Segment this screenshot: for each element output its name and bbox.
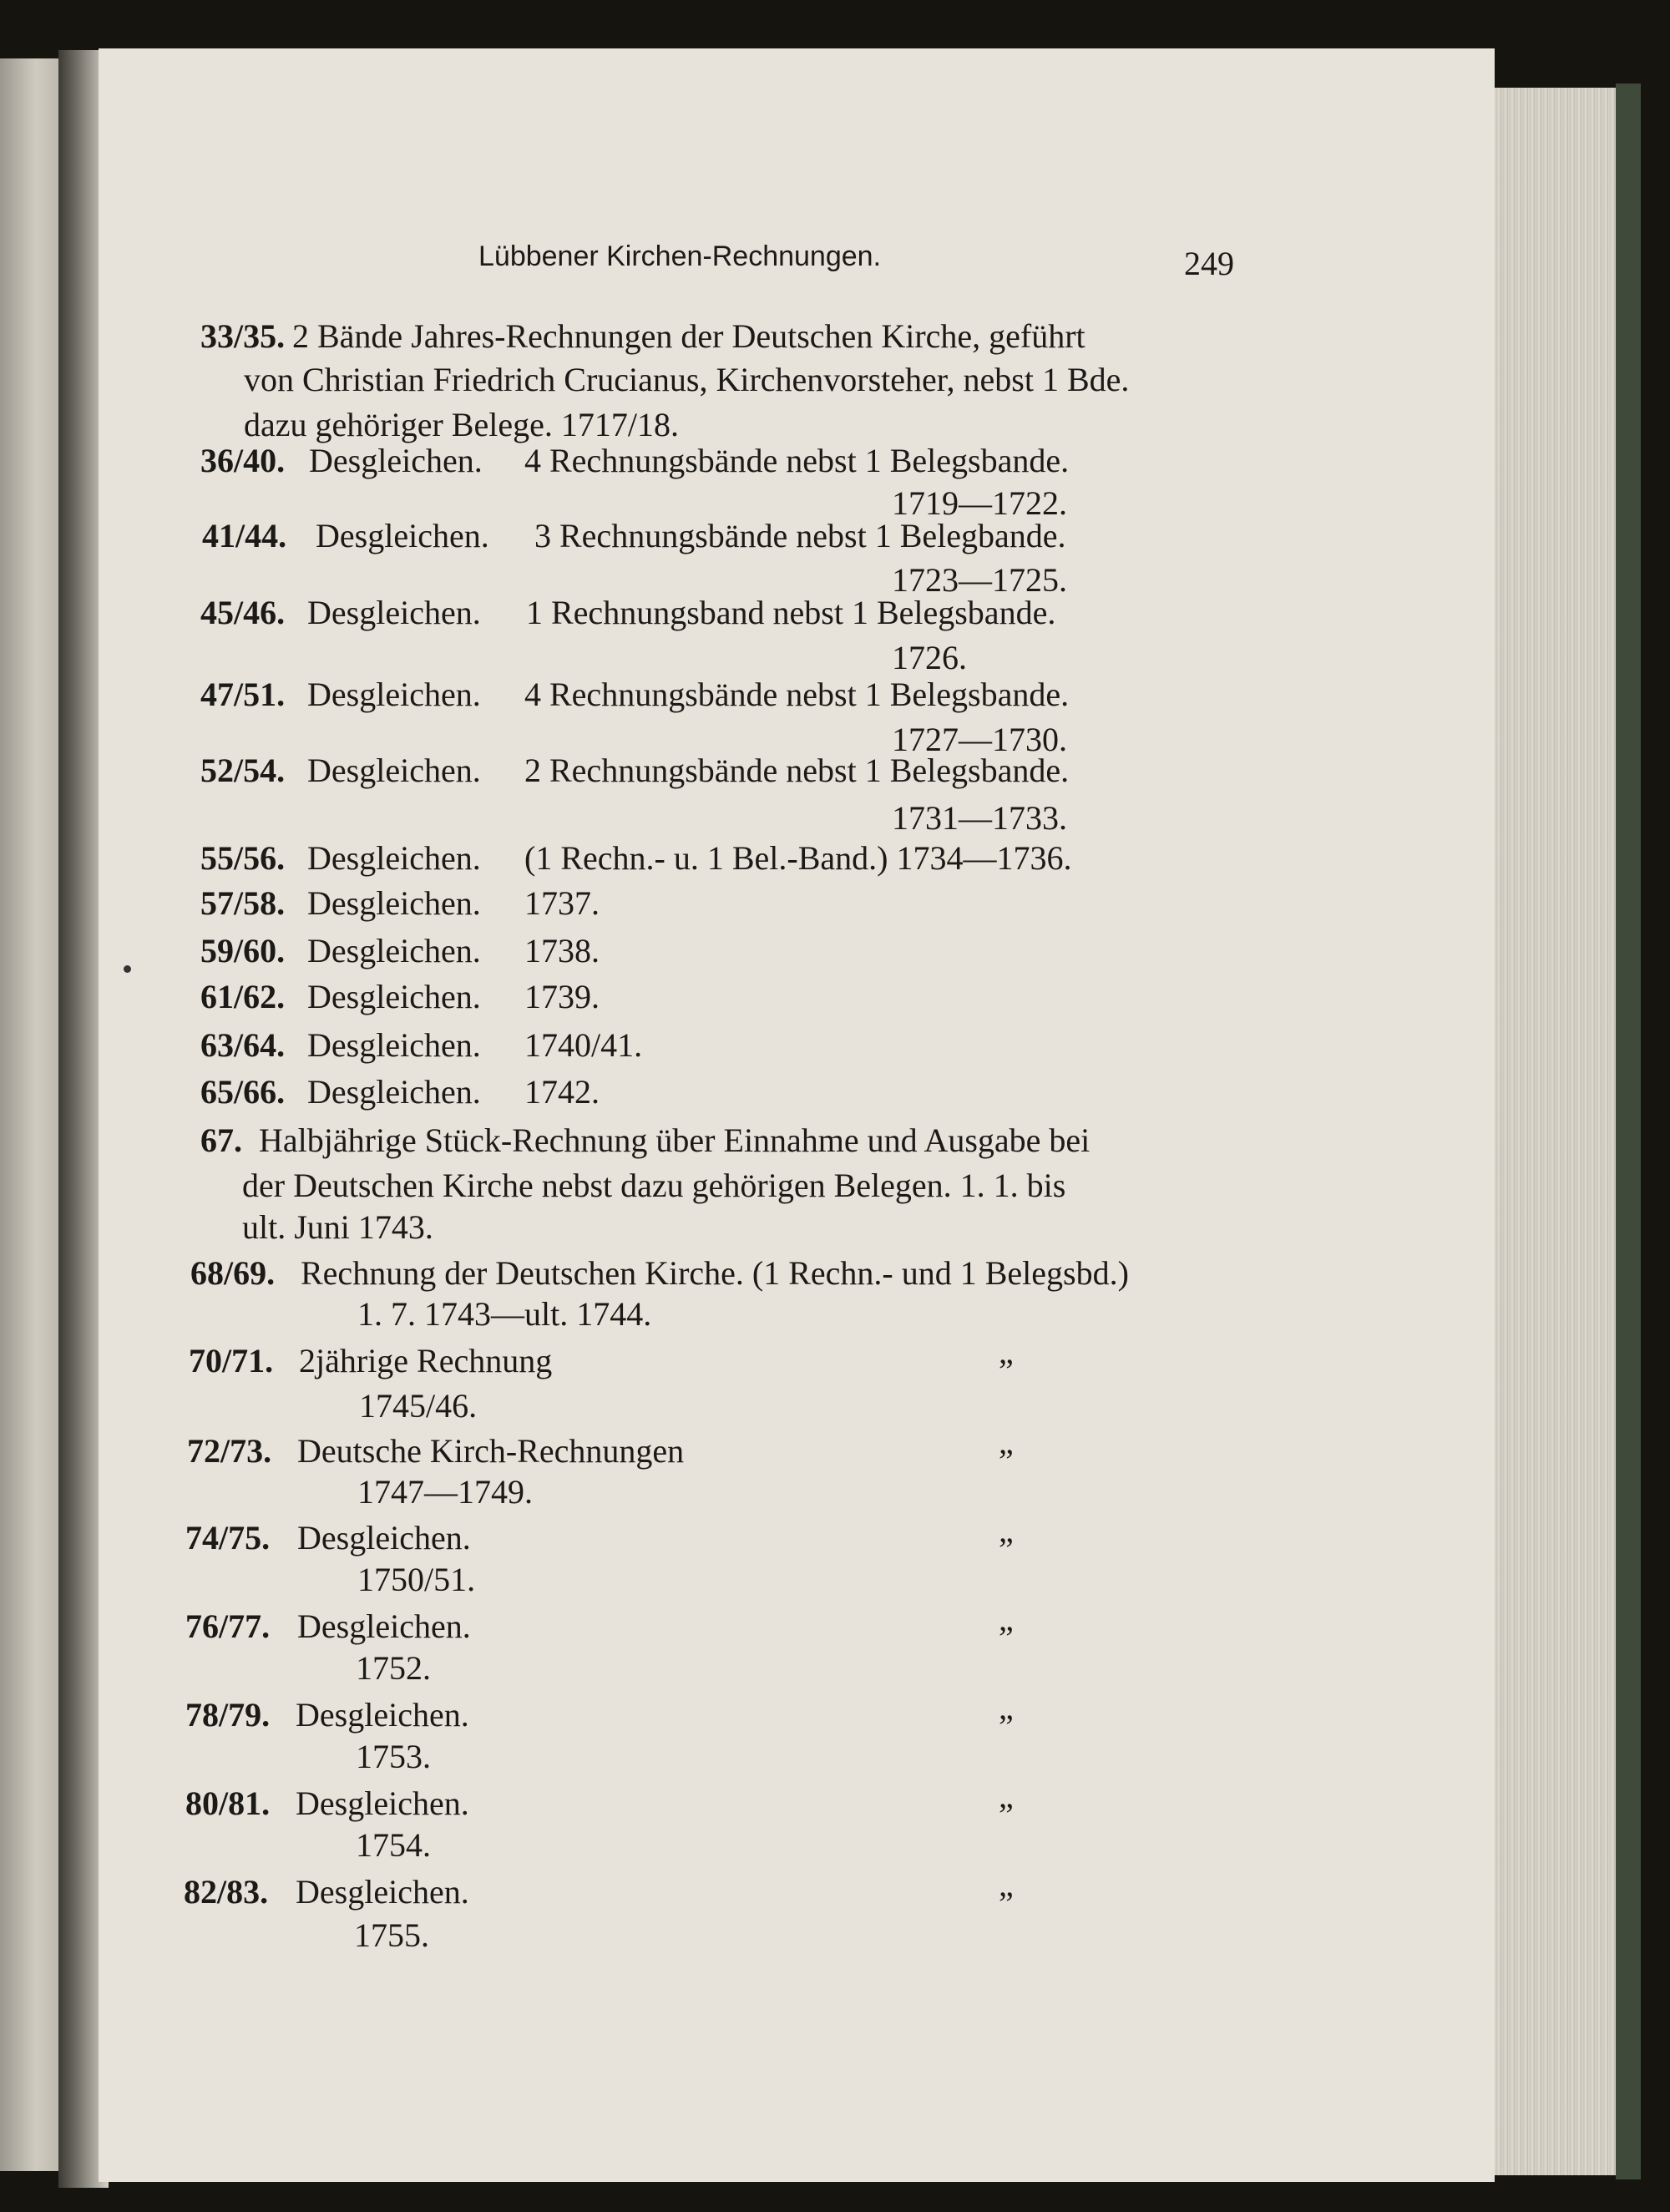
entry-date: 1752. [356,1649,431,1687]
entry-line: dazu gehöriger Belege. 1717/18. [244,406,679,443]
entry-number: 41/44. [202,517,287,554]
entry-detail: (1 Rechn.- u. 1 Bel.-Band.) 1734—1736. [524,839,1072,877]
ditto-mark: ” [999,1708,1014,1745]
entry-detail: 1742. [524,1073,600,1111]
entry-number: 72/73. [187,1432,272,1470]
ditto-mark: ” [999,1442,1014,1480]
ditto-mark: ” [999,1531,1014,1568]
entry-number: 55/56. [200,839,286,877]
entry-detail: 4 Rechnungsbände nebst 1 Belegsbande. [524,442,1070,479]
entry-text: Rechnung der Deutschen Kirche. (1 Rechn.- und 1 Belegsbd.) [301,1254,1129,1292]
entry-text: Desgleichen. [307,932,481,969]
entry-number: 82/83. [184,1873,269,1911]
entry-number: 68/69. [190,1254,276,1292]
entry-text: Deutsche Kirch-Rechnungen [297,1432,685,1470]
entry-detail: 3 Rechnungsbände nebst 1 Belegbande. [534,517,1066,554]
page-number: 249 [1184,245,1234,282]
entry-line: von Christian Friedrich Crucianus, Kirchenvorsteher, nebst 1 Bde. [244,361,1130,398]
entry-detail: 1 Rechnungsband nebst 1 Belegsbande. [526,594,1056,631]
entry-text: Desgleichen. [307,884,481,922]
entry-number: 63/64. [200,1026,286,1064]
entry-date: 1. 7. 1743—ult. 1744. [357,1295,652,1333]
entry-number: 70/71. [189,1342,274,1379]
entry-text: Desgleichen. [297,1519,471,1556]
ditto-mark: ” [999,1352,1014,1389]
entry-number: 36/40. [200,442,286,479]
entry-line: 2 Bände Jahres-Rechnungen der Deutschen Kirche, geführt [292,317,1086,355]
entry-date: 1726. [892,639,967,676]
entry-line: Halbjährige Stück-Rechnung über Einnahme und Ausgabe bei [259,1121,1091,1159]
ditto-mark: ” [999,1619,1014,1657]
entry-line: der Deutschen Kirche nebst dazu gehörigen Belegen. 1. 1. bis [242,1167,1066,1204]
entry-text: Desgleichen. [307,1073,481,1111]
running-title: Lübbener Kirchen-Rechnungen. [478,240,882,272]
entry-date: 1727—1730. [892,721,1067,758]
entry-date: 1719—1722. [892,484,1067,522]
entry-date: 1745/46. [359,1387,478,1425]
entry-number: 33/35. [200,317,286,355]
entry-text: Desgleichen. [297,1607,471,1645]
entry-number: 52/54. [200,752,286,789]
entry-text: Desgleichen. [307,676,481,713]
left-page-edge [0,58,65,2171]
entry-detail: 1737. [524,884,600,922]
entry-text: Desgleichen. [307,594,481,631]
entry-number: 80/81. [185,1784,271,1822]
entry-date: 1731—1733. [892,799,1067,837]
entry-number: 59/60. [200,932,286,969]
entry-text: Desgleichen. [316,517,489,554]
entry-date: 1723—1725. [892,561,1067,599]
entry-number: 76/77. [185,1607,271,1645]
entry-text: 2jährige Rechnung [299,1342,553,1379]
entry-number: 45/46. [200,594,286,631]
entry-date: 1750/51. [357,1561,476,1598]
entry-number: 65/66. [200,1073,286,1111]
ditto-mark: ” [999,1796,1014,1834]
entry-number: 74/75. [185,1519,271,1556]
entry-date: 1754. [356,1826,431,1864]
entry-text: Desgleichen. [307,839,481,877]
entry-detail: 1738. [524,932,600,969]
entry-text: Desgleichen. [307,978,481,1015]
page-edges [1495,88,1620,2175]
ink-dot [124,965,131,973]
entry-date: 1753. [356,1738,431,1775]
entry-text: Desgleichen. [307,752,481,789]
entry-number: 57/58. [200,884,286,922]
entry-number: 47/51. [200,676,286,713]
entry-detail: 1739. [524,978,600,1015]
entry-detail: 2 Rechnungsbände nebst 1 Belegsbande. [524,752,1070,789]
entry-line: ult. Juni 1743. [242,1208,433,1246]
entry-text: Desgleichen. [296,1784,469,1822]
entry-text: Desgleichen. [296,1696,469,1734]
entry-number: 78/79. [185,1696,271,1734]
entry-text: Desgleichen. [309,442,483,479]
entry-number: 67. [200,1121,242,1159]
entry-date: 1747—1749. [357,1473,533,1511]
entry-detail: 4 Rechnungsbände nebst 1 Belegsbande. [524,676,1070,713]
entry-text: Desgleichen. [296,1873,469,1911]
entry-date: 1755. [354,1916,429,1954]
entry-text: Desgleichen. [307,1026,481,1064]
book-cover [1616,84,1641,2179]
ditto-mark: ” [999,1885,1014,1922]
entry-detail: 1740/41. [524,1026,643,1064]
entry-number: 61/62. [200,978,286,1015]
